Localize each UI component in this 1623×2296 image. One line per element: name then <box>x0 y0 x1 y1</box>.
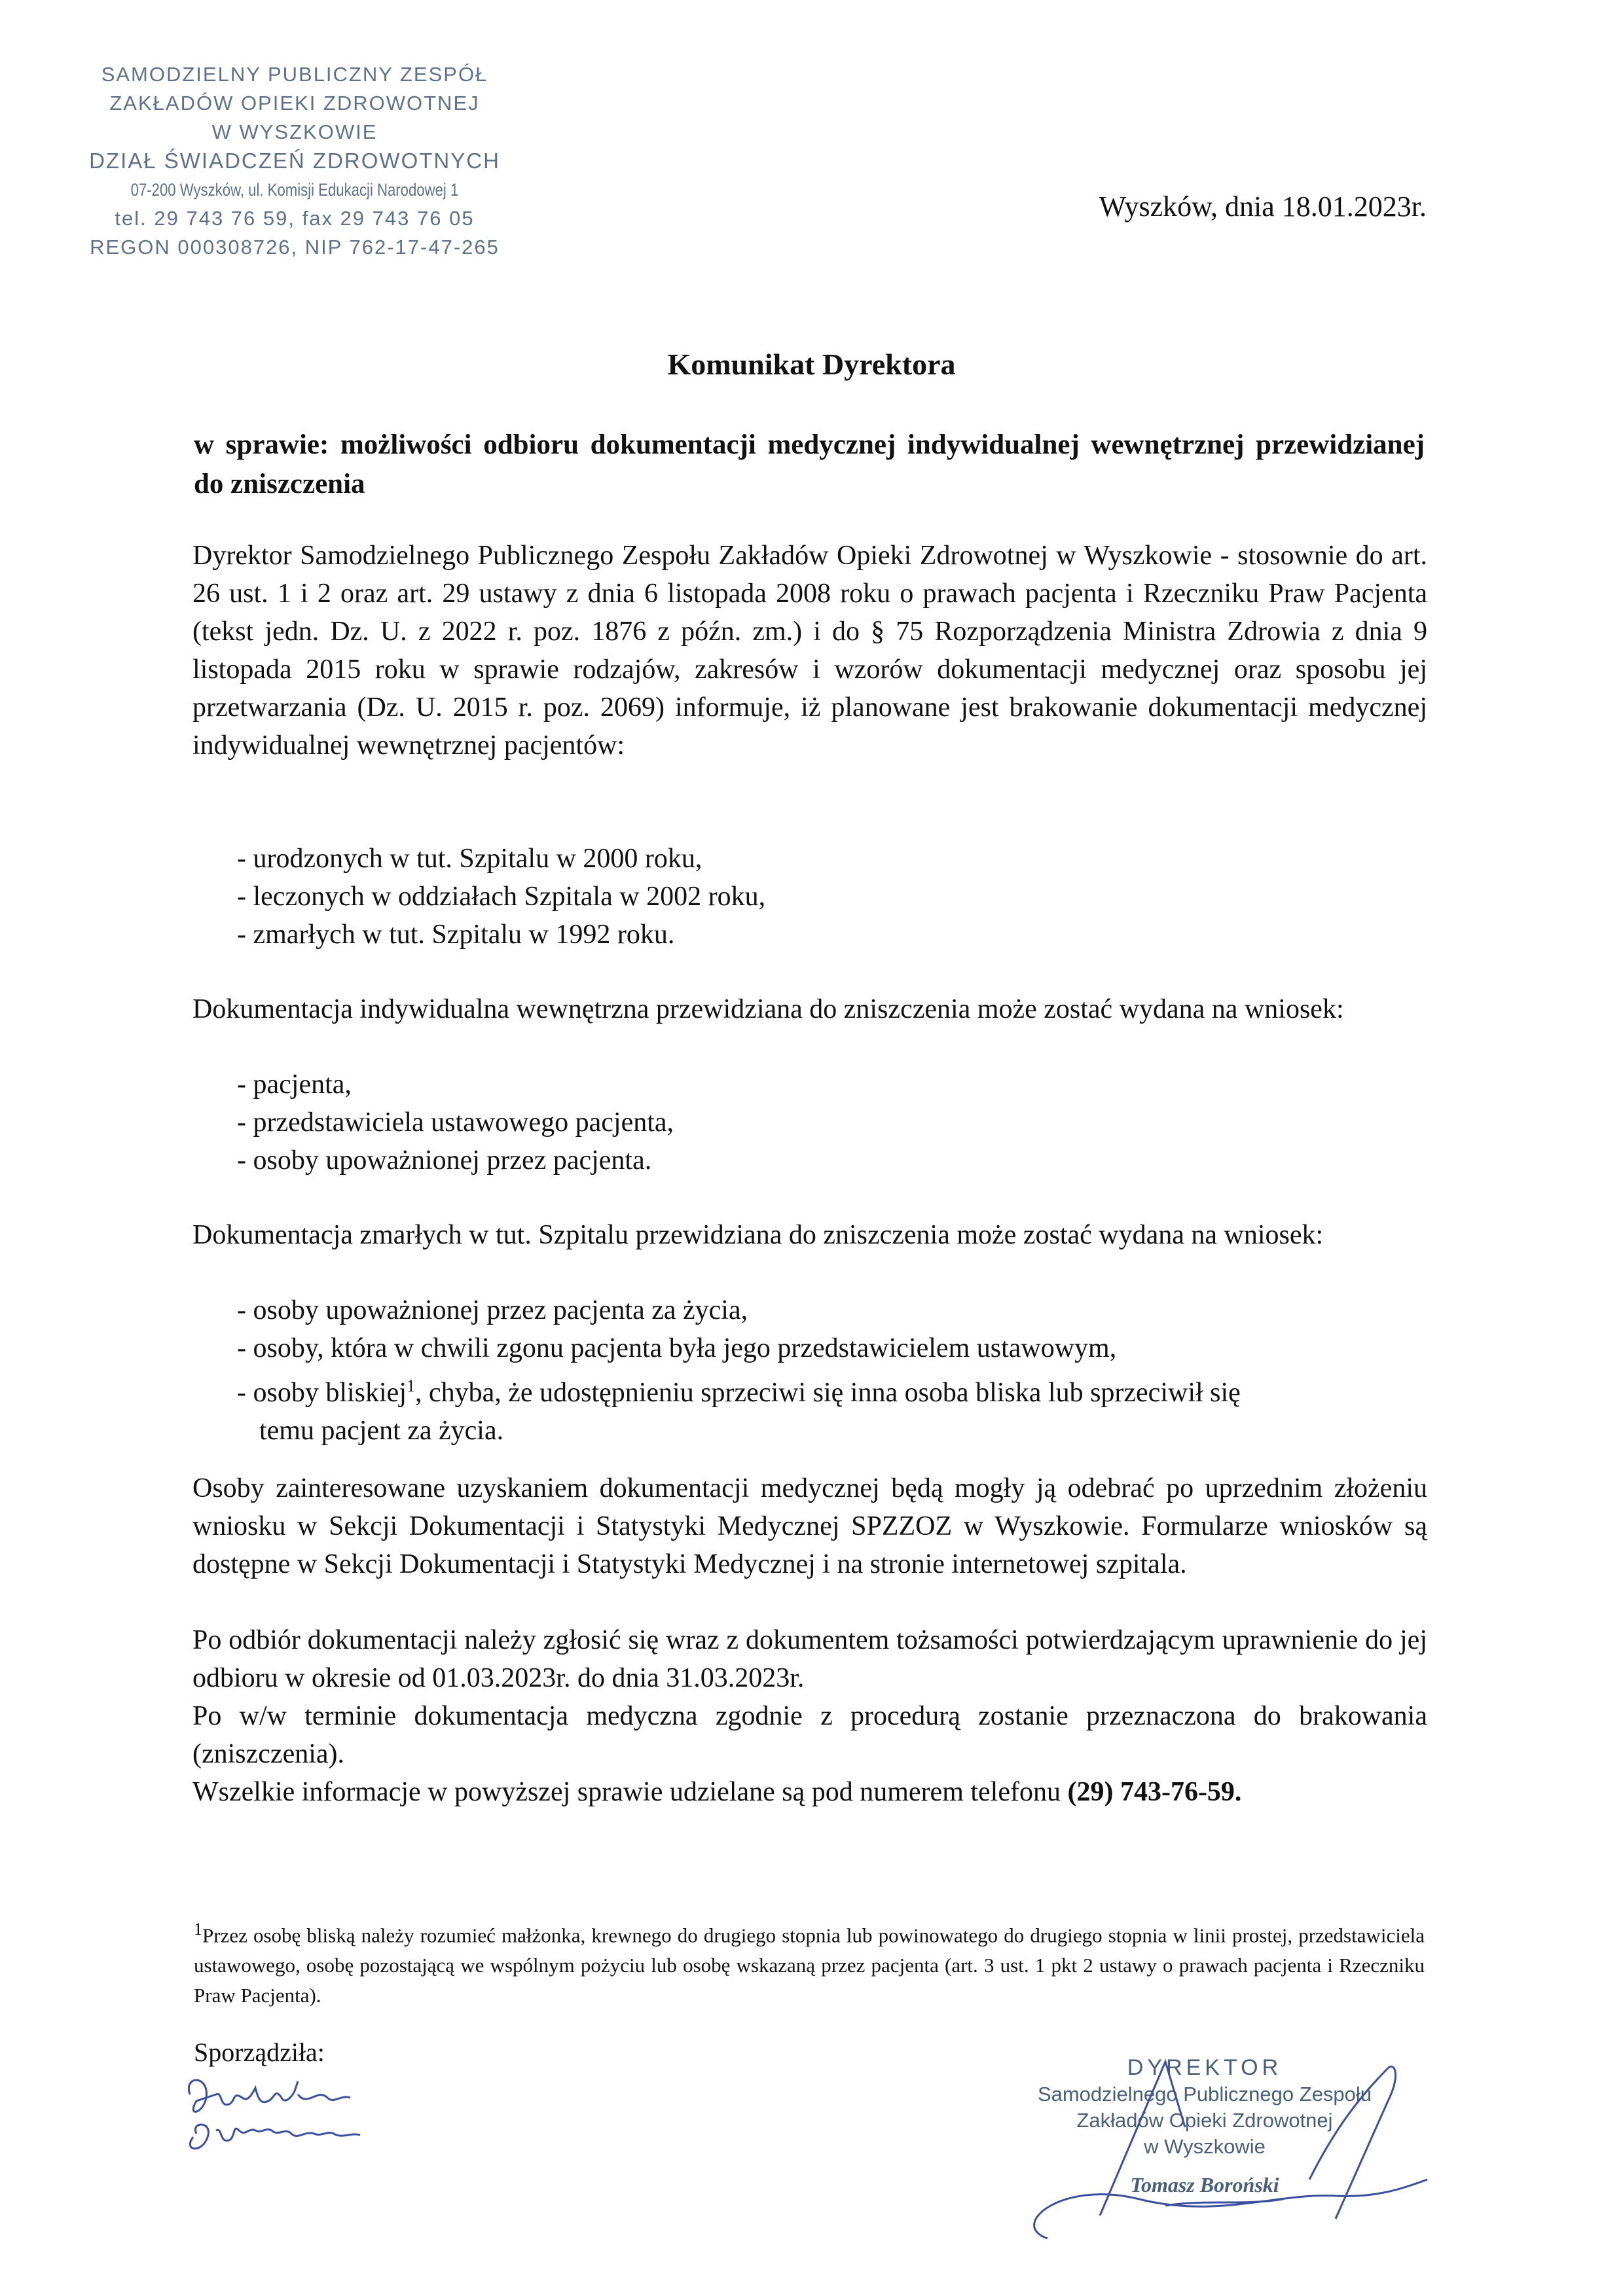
director-stamp <box>969 2049 1440 2251</box>
list-item: - osoby upoważnionej przez pacjenta za życia, <box>237 1295 748 1325</box>
footnote-text: Przez osobę bliską należy rozumieć małżonka, krewnego do drugiego stopnia lub powinowatego do drugiego stopnia w linii prostej, przedstawiciela ustawowego, osobę pozostającą we wspólnym pożyciu lub osobę wskazaną przez pacjenta (art. 3 ust. 1 pkt 2 ustawy o prawach pacjenta i Rzeczniku Praw Pacjenta). <box>194 1924 1425 2007</box>
list-item <box>237 1367 1415 1412</box>
requesters-list <box>237 1066 1415 1179</box>
footnote-mark: 1 <box>194 1920 202 1939</box>
document-date: Wyszków, dnia 18.01.2023r. <box>1099 190 1427 223</box>
requesters-paragraph: Dokumentacja indywidualna wewnętrzna przewidziana do zniszczenia może zostać wydana na wniosek: <box>192 994 1344 1024</box>
director-stamp-line: Zakładów Opieki Zdrowotnej <box>1076 2109 1333 2132</box>
list-item: - przedstawiciela ustawowego pacjenta, <box>237 1107 674 1138</box>
list-item: - pacjenta, <box>237 1069 352 1100</box>
prepared-by-label: Sporządziła: <box>194 2037 325 2067</box>
director-signature <box>969 2049 1440 2251</box>
document-subject: w sprawie: możliwości odbioru dokumentacji medycznej indywidualnej wewnętrznej przewidzianej do zniszczenia <box>194 429 1425 499</box>
stamp-line: ZAKŁADÓW OPIEKI ZDROWOTNEJ <box>109 92 480 115</box>
contact-paragraph <box>192 1773 1427 1811</box>
list-item-text: - osoby bliskiej <box>237 1378 407 1408</box>
stamp-address: 07-200 Wyszków, ul. Komisji Edukacji Narodowej 1 <box>130 180 459 200</box>
patients-list <box>237 840 1415 954</box>
director-stamp-line: DYREKTOR <box>1127 2055 1283 2080</box>
contact-text: Wszelkie informacje w powyższej sprawie udzielane są pod numerem telefonu <box>192 1777 1068 1807</box>
period-paragraph: Po odbiór dokumentacji należy zgłosić się wraz z dokumentem tożsamości potwierdzającym uprawnienie do jej odbioru w okresie od 01.03.2023r. do dnia 31.03.2023r. <box>192 1625 1427 1693</box>
stamp-line: W WYSZKOWIE <box>211 120 378 143</box>
footnote <box>194 1914 1425 2011</box>
list-item: - osoby, która w chwili zgonu pacjenta była jego przedstawicielem ustawowym, <box>237 1333 1117 1363</box>
stamp-line: DZIAŁ ŚWIADCZEŃ ZDROWOTNYCH <box>89 149 500 173</box>
list-item: - leczonych w oddziałach Szpitala w 2002 roku, <box>237 882 766 912</box>
deceased-paragraph: Dokumentacja zmarłych w tut. Szpitalu przewidziana do zniszczenia może zostać wydana na wniosek: <box>192 1220 1324 1250</box>
stamp-regon: REGON 000308726, NIP 762-17-47-265 <box>90 236 500 259</box>
stamp-line: SAMODZIELNY PUBLICZNY ZESPÓŁ <box>101 63 488 86</box>
institution-stamp <box>65 60 524 262</box>
stamp-phone: tel. 29 743 76 59, fax 29 743 76 05 <box>115 207 475 230</box>
phone-number: (29) 743-76-59. <box>1067 1777 1242 1807</box>
director-name: Tomasz Boroński <box>1130 2173 1279 2197</box>
pickup-paragraph: Osoby zainteresowane uzyskaniem dokumentacji medycznej będą mogły ją odebrać po uprzednim złożeniu wniosku w Sekcji Dokumentacji i Statystyki Medycznej SPZZOZ w Wyszkowie. Formularze wniosków są dostępne w Sekcji Dokumentacji i Statystyki Medycznej i na stronie internetowej szpitala. <box>192 1473 1427 1579</box>
list-item-continuation: temu pacjent za życia. <box>259 1416 504 1446</box>
prepared-by-signature <box>170 2068 406 2166</box>
director-stamp-line: w Wyszkowie <box>1144 2135 1266 2158</box>
destruction-paragraph: Po w/w terminie dokumentacja medyczna zgodnie z procedurą zostanie przeznaczona do brakowania (zniszczenia). <box>192 1701 1427 1769</box>
footnote-ref: 1 <box>407 1376 415 1395</box>
director-stamp-line: Samodzielnego Publicznego Zespołu <box>1037 2083 1372 2106</box>
document-title: Komunikat Dyrektora <box>667 348 956 381</box>
list-item: - osoby upoważnionej przez pacjenta. <box>237 1145 652 1175</box>
intro-paragraph: Dyrektor Samodzielnego Publicznego Zespołu Zakładów Opieki Zdrowotnej w Wyszkowie - stosownie do art. 26 ust. 1 i 2 oraz art. 29 ustawy z dnia 6 listopada 2008 roku o prawach pacjenta i Rzeczniku Praw Pacjenta (tekst jedn. Dz. U. z 2022 r. poz. 1876 z późn. zm.) i do § 75 Rozporządzenia Ministra Zdrowia z dnia 9 listopada 2015 roku w sprawie rodzajów, zakresów i wzorów dokumentacji medycznej oraz sposobu jej przetwarzania (Dz. U. 2015 r. poz. 2069) informuje, iż planowane jest brakowanie dokumentacji medycznej indywidualnej wewnętrznej pacjentów: <box>192 541 1427 761</box>
deceased-list <box>237 1291 1415 1450</box>
list-item: - zmarłych w tut. Szpitalu w 1992 roku. <box>237 920 675 950</box>
list-item: - urodzonych w tut. Szpitalu w 2000 roku, <box>237 844 702 874</box>
list-item-text: , chyba, że udostępnieniu sprzeciwi się inna osoba bliska lub sprzeciwił się <box>415 1378 1241 1408</box>
